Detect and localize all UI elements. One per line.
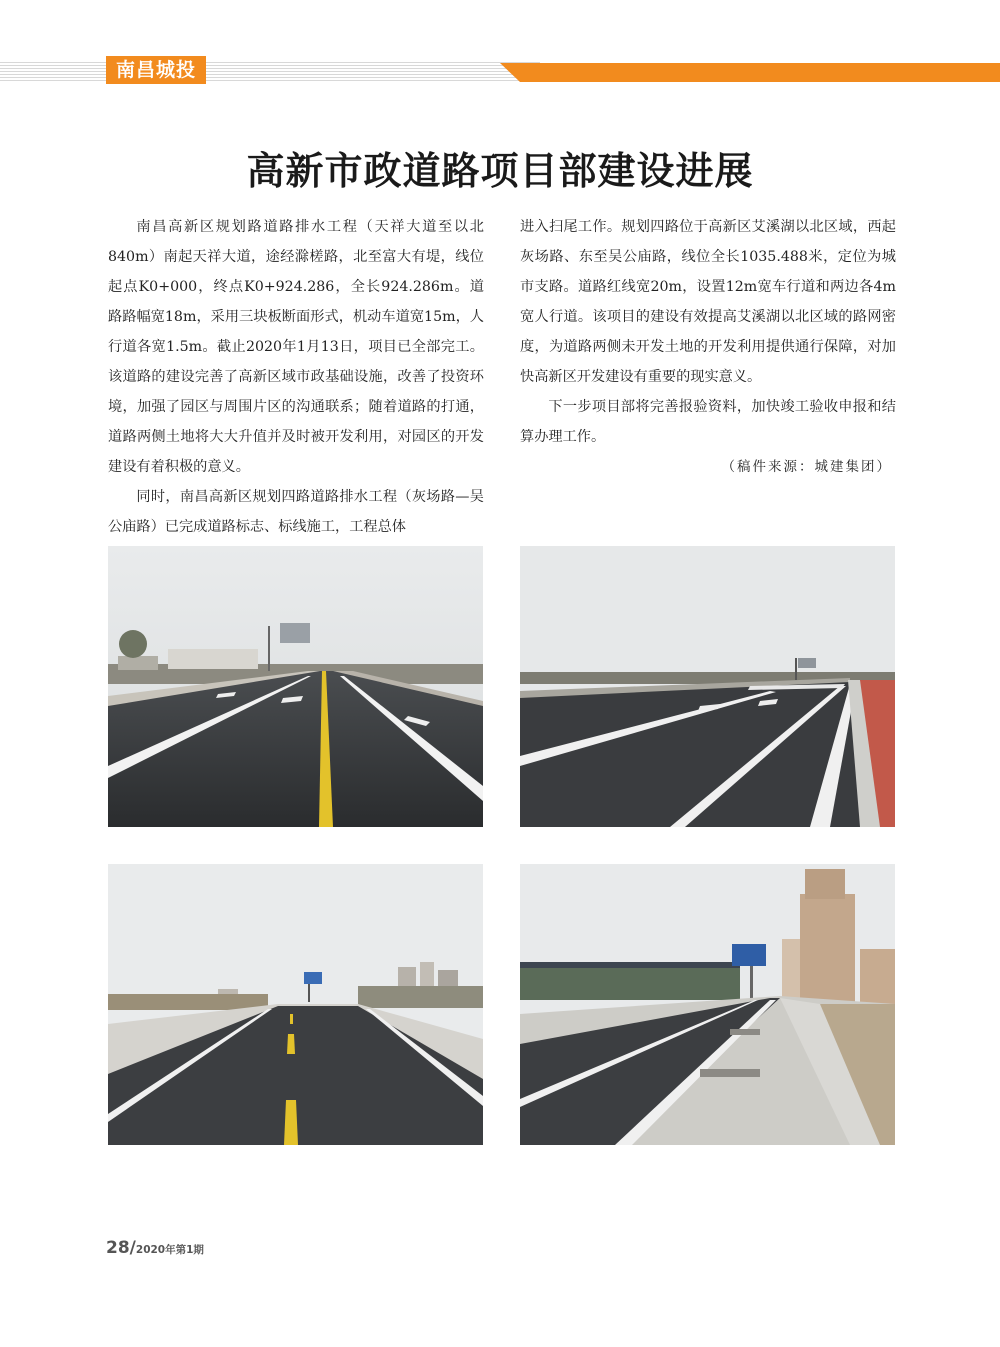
page-number: 28 <box>106 1238 130 1258</box>
issue-label: 2020年第1期 <box>135 1244 204 1256</box>
article-source: （稿件来源：城建集团） <box>721 459 892 475</box>
header-accent-bar <box>500 63 1000 82</box>
header-stripes <box>0 62 540 82</box>
article-title: 高新市政道路项目部建设进展 <box>246 149 754 193</box>
text-column-right <box>520 212 896 482</box>
road-photo-2 <box>520 546 895 827</box>
paragraph: 下一步项目部将完善报验资料，加快竣工验收申报和结算办理工作。 <box>520 399 896 445</box>
paragraph: 进入扫尾工作。规划四路位于高新区艾溪湖以北区域，西起灰场路、东至吴公庙路，线位全长1035.488米，定位为城市支路。道路红线宽20m，设置12m宽车行道和两边各4m宽人行道。该项目的建设有效提高艾溪湖以北区域的路网密度，为道路两侧未开发土地的开发利用提供通行保障，对加快高新区开发建设有重要的现实意义。 <box>520 219 896 385</box>
section-label: 南昌城投 <box>106 56 206 84</box>
road-photo-4 <box>520 864 895 1145</box>
paragraph: 同时，南昌高新区规划四路道路排水工程（灰场路—吴公庙路）已完成道路标志、标线施工，工程总体 <box>108 489 484 535</box>
road-photo-3 <box>108 864 483 1145</box>
folio-slash: / <box>129 1238 136 1258</box>
paragraph: 南昌高新区规划路道路排水工程（天祥大道至以北840m）南起天祥大道，途经滁槎路，北至富大有堤，线位起点K0+000，终点K0+924.286，全长924.286m。道路路幅宽18m，采用三块板断面形式，机动车道宽15m，人行道各宽1.5m。截止2020年1月13日，项目已全部完工。该道路的建设完善了高新区域市政基础设施，改善了投资环境，加强了园区与周围片区的沟通联系；随着道路的打通，道路两侧土地将大大升值并及时被开发利用，对园区的开发建设有着积极的意义。 <box>108 219 484 475</box>
road-photo-1 <box>108 546 483 827</box>
page-folio <box>106 1238 204 1258</box>
text-column-left <box>108 212 484 542</box>
